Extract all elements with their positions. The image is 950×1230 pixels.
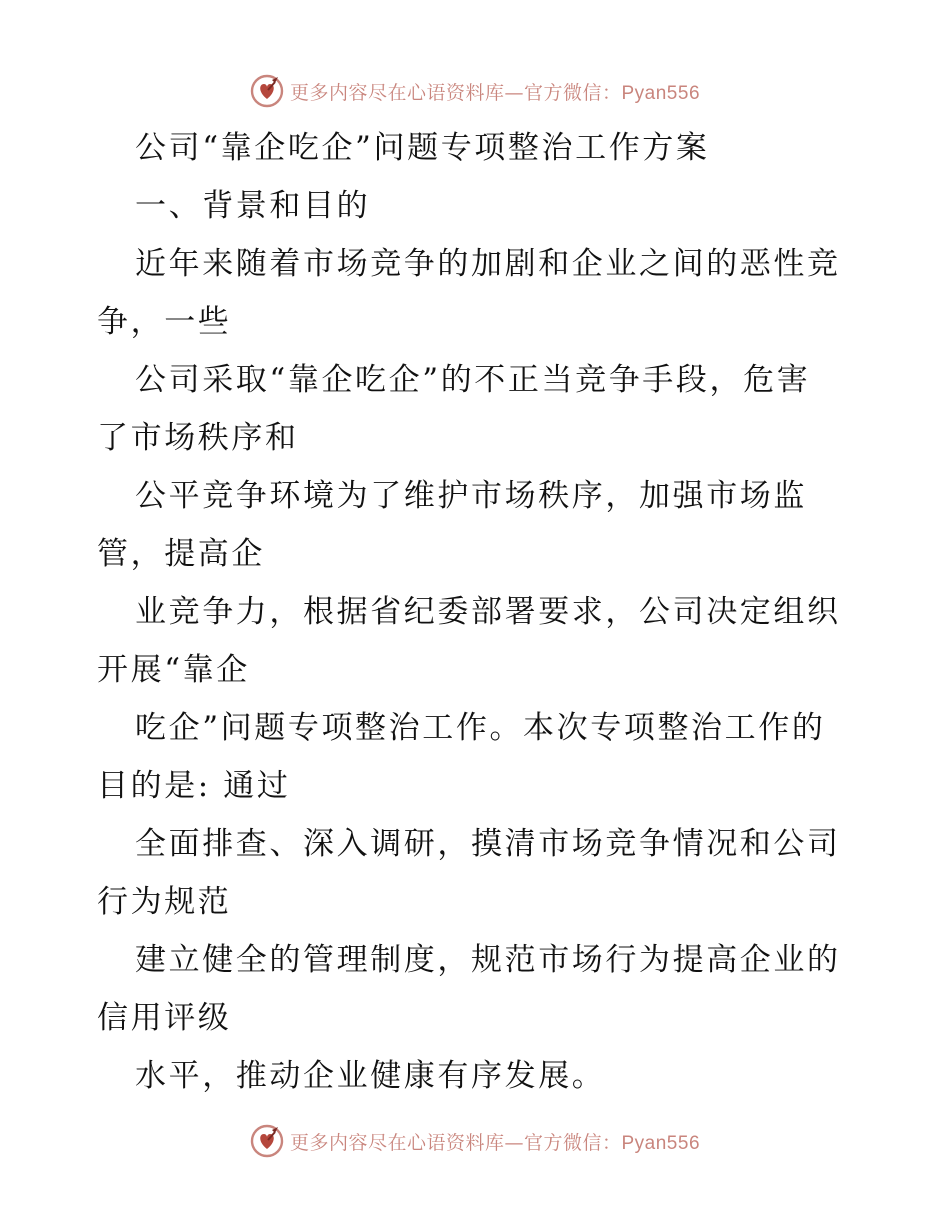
paragraph-line: 水平，推动企业健康有序发展。 [135, 1058, 606, 1094]
document-title: 公司“靠企吃企”问题专项整治工作方案 [135, 130, 710, 166]
paragraph-line: 全面排查、深入调研，摸清市场竞争情况和公司 [135, 826, 841, 862]
paragraph-line: 近年来随着市场竞争的加剧和企业之间的恶性竞 [135, 246, 841, 282]
heart-pen-logo-icon [250, 74, 284, 108]
heart-pen-logo-icon [250, 1124, 284, 1158]
paragraph-line: 吃企”问题专项整治工作。本次专项整治工作的 [135, 710, 826, 746]
paragraph-line: 公平竞争环境为了维护市场秩序，加强市场监 [135, 478, 807, 514]
watermark-banner-top [0, 71, 950, 111]
paragraph-line: 开展“靠企 [97, 652, 250, 688]
paragraph-line: 了市场秩序和 [97, 420, 299, 456]
paragraph-line: 公司采取“靠企吃企”的不正当竞争手段，危害 [135, 362, 811, 398]
paragraph-line: 业竞争力，根据省纪委部署要求，公司决定组织 [135, 594, 841, 630]
paragraph-line: 行为规范 [97, 884, 232, 920]
watermark-text: 更多内容尽在心语资料库—官方微信：Pyan556 [289, 81, 701, 104]
paragraph-line: 信用评级 [97, 1000, 232, 1036]
section-heading: 一、背景和目的 [135, 188, 371, 224]
paragraph-line: 管，提高企 [97, 536, 265, 572]
paragraph-line: 争，一些 [97, 304, 232, 340]
watermark-banner-bottom [0, 1121, 950, 1161]
paragraph-line: 目的是: 通过 [97, 768, 291, 804]
watermark-text: 更多内容尽在心语资料库—官方微信：Pyan556 [289, 1131, 701, 1154]
paragraph-line: 建立健全的管理制度，规范市场行为提高企业的 [135, 942, 841, 978]
